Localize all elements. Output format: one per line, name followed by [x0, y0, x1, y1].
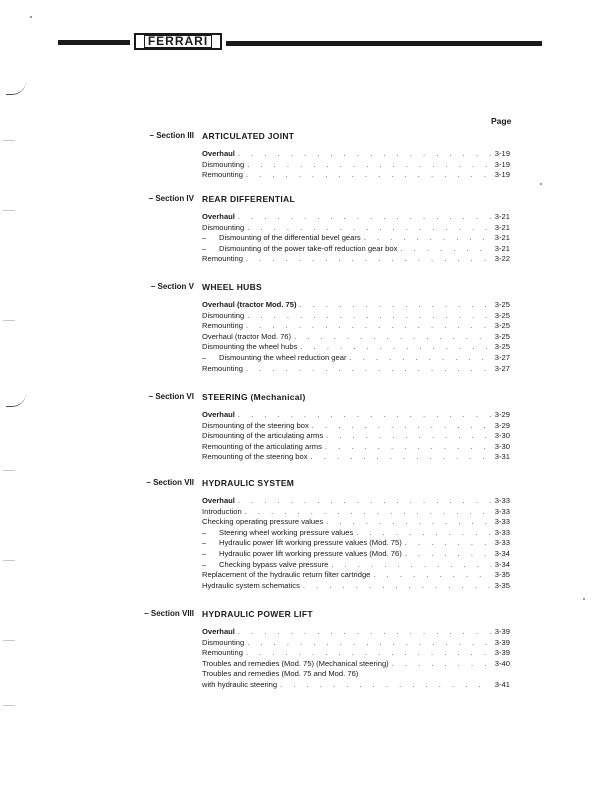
speck: [540, 183, 542, 185]
section-number: – Section VIII: [144, 609, 194, 618]
toc-entry: [202, 528, 510, 539]
entry-page-number: 3-30: [494, 431, 510, 441]
toc-entry: [202, 581, 510, 592]
toc-entry: [202, 549, 510, 560]
entry-page-number: 3-19: [494, 170, 510, 180]
entry-label: – Dismounting of the power take-off reduction gear box: [202, 244, 397, 253]
toc-entry: [202, 212, 510, 223]
entry-page-number: 3-21: [494, 222, 510, 232]
entry-label: Remounting of the articulating arms: [202, 441, 322, 451]
entry-page-number: 3-21: [494, 212, 510, 221]
section-number: – Section VII: [146, 478, 194, 487]
toc-entry: [202, 170, 510, 181]
margin-tick: [3, 320, 15, 321]
entry-label: Dismounting the wheel hubs: [202, 342, 298, 352]
entry-label: Remounting of the steering box: [202, 452, 308, 462]
entry-label: Dismounting: [202, 637, 245, 647]
entry-page-number: 3-25: [494, 300, 510, 309]
margin-mark: [6, 392, 26, 407]
margin-tick: [3, 210, 15, 211]
margin-tick: [3, 705, 15, 706]
toc-entry: [202, 353, 510, 364]
entry-label: Overhaul: [202, 627, 235, 636]
toc-entry: [202, 321, 510, 332]
toc-entry: [202, 659, 510, 670]
toc-entry: [202, 517, 510, 528]
section-number: – Section IV: [148, 194, 194, 203]
entry-label: Dismounting: [202, 222, 245, 232]
toc-entry: [202, 244, 510, 255]
dot-leader: [294, 332, 492, 341]
entry-label: Dismounting: [202, 159, 245, 169]
section-entries: [202, 410, 510, 463]
margin-tick: [3, 640, 15, 641]
entry-label: Remounting: [202, 321, 243, 331]
entry-page-number: 3-35: [494, 570, 510, 580]
toc-entry: [202, 648, 510, 659]
dot-leader: [312, 421, 492, 430]
section-entries: [202, 300, 510, 374]
entry-page-number: 3-27: [494, 352, 510, 362]
entry-label: – Hydraulic power lift working pressure values (Mod. 76): [202, 549, 402, 558]
toc-entry: [202, 638, 510, 649]
dot-leader: [238, 410, 492, 419]
toc-entry: [202, 342, 510, 353]
toc-entry: [202, 496, 510, 507]
toc-entry: [202, 332, 510, 343]
entry-page-number: 3-25: [494, 310, 510, 320]
entry-label: Dismounting of the articulating arms: [202, 431, 324, 441]
entry-page-number: 3-21: [494, 243, 510, 253]
ferrari-logo: [134, 33, 222, 50]
entry-label: Remounting: [202, 170, 243, 180]
margin-tick: [3, 560, 15, 561]
toc-entry: [202, 507, 510, 518]
dot-leader: [303, 581, 492, 590]
dot-leader: [238, 212, 492, 221]
margin-tick: [3, 470, 15, 471]
toc-entry: [202, 254, 510, 265]
dot-leader: [405, 538, 492, 547]
dot-leader: [392, 659, 492, 668]
toc-entry: [202, 300, 510, 311]
entry-label: – Dismounting of the differential bevel gears: [202, 233, 361, 242]
dot-leader: [238, 496, 492, 505]
entry-page-number: 3-39: [494, 648, 510, 658]
page-column-heading: Page: [491, 116, 512, 126]
entry-page-number: 3-33: [494, 496, 510, 505]
dot-leader: [246, 364, 492, 373]
entry-page-number: 3-29: [494, 410, 510, 419]
entry-page-number: 3-25: [494, 331, 510, 341]
entry-label: Remounting: [202, 363, 243, 373]
entry-label: Overhaul (tractor Mod. 75): [202, 300, 297, 309]
toc-entry: [202, 364, 510, 375]
section-title: HYDRAULIC SYSTEM: [202, 478, 295, 488]
logo-text: FERRARI: [144, 35, 212, 48]
dot-leader: [326, 517, 492, 526]
entry-label: Dismounting: [202, 310, 245, 320]
entry-page-number: 3-34: [494, 548, 510, 558]
dot-leader: [245, 507, 492, 516]
section-entries: [202, 496, 510, 591]
entry-page-number: 3-33: [494, 517, 510, 527]
entry-page-number: 3-33: [494, 506, 510, 516]
entry-label: Troubles and remedies (Mod. 75 and Mod. 76): [202, 669, 359, 679]
dot-leader: [246, 321, 492, 330]
toc-entry: [202, 627, 510, 638]
entry-label: Remounting: [202, 648, 243, 658]
entry-label: – Checking bypass valve pressure: [202, 560, 328, 569]
entry-page-number: 3-33: [494, 527, 510, 537]
entry-page-number: 3-27: [494, 363, 510, 373]
dot-leader: [238, 149, 492, 158]
dot-leader: [300, 342, 491, 351]
dot-leader: [349, 353, 491, 362]
section-entries: [202, 212, 510, 265]
entry-label: – Steering wheel working pressure values: [202, 528, 353, 537]
entry-page-number: 3-33: [494, 538, 510, 548]
toc-entry: [202, 570, 510, 581]
entry-label: Overhaul: [202, 496, 235, 505]
section-number: – Section III: [149, 131, 194, 140]
entry-page-number: 3-25: [494, 342, 510, 352]
toc-entry: [202, 311, 510, 322]
margin-mark: [6, 80, 26, 95]
entry-page-number: 3-25: [494, 321, 510, 331]
entry-page-number: 3-22: [494, 254, 510, 264]
entry-page-number: 3-41: [494, 679, 510, 689]
toc-entry: [202, 233, 510, 244]
entry-page-number: 3-19: [494, 159, 510, 169]
toc-entry: [202, 560, 510, 571]
section-number: – Section VI: [148, 392, 194, 401]
entry-label: – Dismounting the wheel reduction gear: [202, 353, 346, 362]
section-title: HYDRAULIC POWER LIFT: [202, 609, 313, 619]
toc-entry: [202, 421, 510, 432]
dot-leader: [356, 528, 492, 537]
dot-leader: [246, 648, 492, 657]
toc-entry: [202, 669, 510, 680]
entry-page-number: 3-29: [494, 420, 510, 430]
toc-entry: [202, 410, 510, 421]
entry-label: – Hydraulic power lift working pressure values (Mod. 75): [202, 538, 402, 547]
margin-tick: [3, 140, 15, 141]
section-number: – Section V: [150, 282, 194, 291]
section-title: REAR DIFFERENTIAL: [202, 194, 295, 204]
toc-entry: [202, 149, 510, 160]
dot-leader: [364, 233, 492, 242]
entry-label: Overhaul: [202, 149, 235, 158]
dot-leader: [311, 452, 492, 461]
entry-label: Remounting: [202, 254, 243, 264]
entry-page-number: 3-34: [494, 559, 510, 569]
entry-page-number: 3-40: [494, 658, 510, 668]
toc-entry: [202, 680, 510, 691]
entry-label: Overhaul: [202, 212, 235, 221]
header-rule-right: [226, 41, 542, 46]
entry-label: Checking operating pressure values: [202, 517, 324, 527]
toc-entry: [202, 223, 510, 234]
dot-leader: [247, 160, 492, 169]
dot-leader: [331, 560, 491, 569]
dot-leader: [246, 254, 492, 263]
entry-page-number: 3-19: [494, 149, 510, 158]
entry-label: Overhaul: [202, 410, 235, 419]
toc-entry: [202, 452, 510, 463]
toc-entry: [202, 431, 510, 442]
entry-label: Dismounting of the steering box: [202, 420, 309, 430]
toc-entry: [202, 160, 510, 171]
entry-label: Introduction: [202, 506, 242, 516]
dot-leader: [400, 244, 491, 253]
section-entries: [202, 149, 510, 181]
dot-leader: [280, 680, 492, 689]
toc-entry: [202, 442, 510, 453]
speck: [583, 598, 585, 600]
entry-page-number: 3-35: [494, 580, 510, 590]
entry-page-number: 3-30: [494, 441, 510, 451]
entry-page-number: 3-39: [494, 637, 510, 647]
dot-leader: [300, 300, 492, 309]
dot-leader: [247, 638, 492, 647]
dot-leader: [246, 170, 492, 179]
dot-leader: [326, 431, 492, 440]
section-title: WHEEL HUBS: [202, 282, 262, 292]
entry-label: Troubles and remedies (Mod. 75) (Mechanical steering): [202, 658, 389, 668]
dot-leader: [373, 570, 491, 579]
header-rule-left: [58, 40, 130, 45]
toc-entry: [202, 538, 510, 549]
section-entries: [202, 627, 510, 691]
entry-label: Overhaul (tractor Mod. 76): [202, 331, 292, 341]
entry-page-number: 3-21: [494, 233, 510, 243]
entry-label: Hydraulic system schematics: [202, 580, 300, 590]
entry-page-number: 3-31: [494, 452, 510, 462]
dot-leader: [247, 311, 492, 320]
speck: [30, 16, 32, 18]
dot-leader: [238, 627, 492, 636]
section-title: ARTICULATED JOINT: [202, 131, 295, 141]
entry-label: Replacement of the hydraulic return filter cartridge: [202, 570, 371, 580]
entry-label: with hydraulic steering: [202, 679, 278, 689]
dot-leader: [247, 223, 492, 232]
dot-leader: [325, 442, 492, 451]
entry-page-number: 3-39: [494, 627, 510, 636]
dot-leader: [405, 549, 492, 558]
section-title: STEERING (Mechanical): [202, 392, 306, 402]
